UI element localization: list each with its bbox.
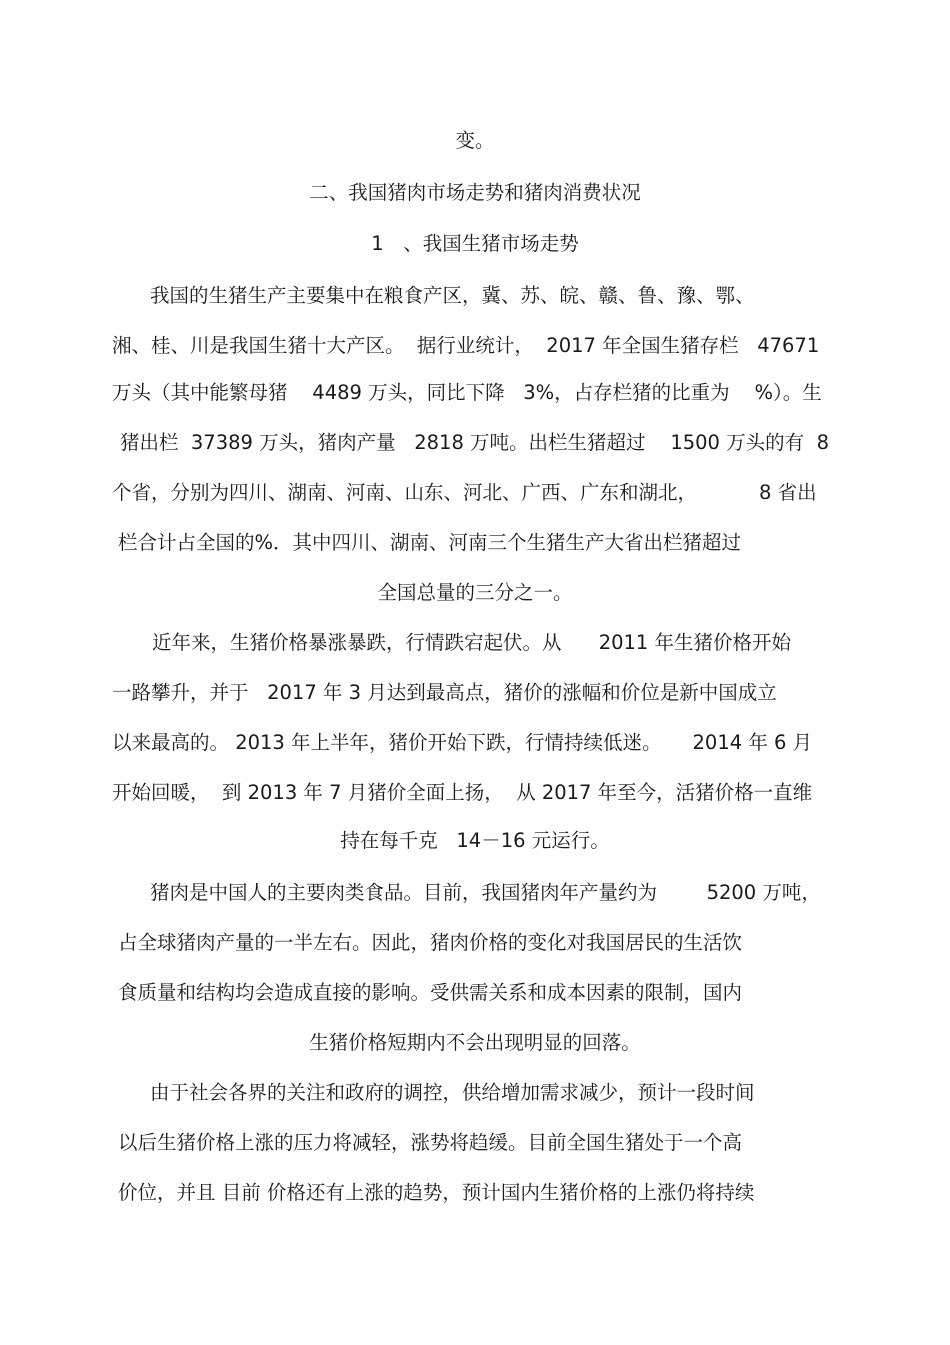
paragraph-line: 以来最高的。 2013 年上半年，猪价开始下跌，行情持续低迷。 2014 年 6 月 (112, 731, 813, 754)
paragraph-line: 猪出栏 37389 万头，猪肉产量 2818 万吨。出栏生猪超过 1500 万头的有 8 (120, 431, 829, 454)
subsection-heading: 1 、我国生猪市场走势 (371, 232, 579, 255)
paragraph-line: 个省，分别为四川、湖南、河南、山东、河北、广西、广东和湖北， 8 省出 (112, 481, 817, 504)
paragraph-line: 占全球猪肉产量的一半左右。因此，猪肉价格的变化对我国居民的生活饮 (118, 931, 743, 954)
paragraph-line: 以后生猪价格上涨的压力将减轻，涨势将趋缓。目前全国生猪处于一个高 (118, 1131, 743, 1154)
paragraph-line: 食质量和结构均会造成直接的影响。受供需关系和成本因素的限制，国内 (118, 981, 743, 1004)
paragraph-line: 湘、桂、川是我国生猪十大产区。 据行业统计， 2017 年全国生猪存栏 47671 (112, 334, 820, 357)
paragraph-line: 栏合计占全国的%．其中四川、湖南、河南三个生猪生产大省出栏猪超过 (118, 531, 742, 554)
paragraph-line: 价位，并且 目前 价格还有上涨的趋势，预计国内生猪价格的上涨仍将持续 (118, 1181, 755, 1204)
paragraph-line: 由于社会各界的关注和政府的调控，供给增加需求减少，预计一段时间 (150, 1081, 755, 1104)
paragraph-line: 近年来，生猪价格暴涨暴跌，行情跌宕起伏。从 2011 年生猪价格开始 (152, 631, 792, 654)
paragraph-line: 全国总量的三分之一。 (377, 581, 573, 604)
paragraph-line: 我国的生猪生产主要集中在粮食产区，冀、苏、皖、赣、鲁、豫、鄂、 (150, 284, 755, 307)
paragraph-line: 生猪价格短期内不会出现明显的回落。 (309, 1031, 641, 1054)
paragraph-line: 开始回暖， 到 2013 年 7 月猪价全面上扬， 从 2017 年至今，活猪价格一直维 (112, 781, 813, 804)
paragraph-line: 猪肉是中国人的主要肉类食品。目前，我国猪肉年产量约为 5200 万吨， (150, 881, 821, 904)
paragraph-line: 万头（其中能繁母猪 4489 万头，同比下降 3%，占存栏猪的比重为 %）。生 (112, 381, 822, 404)
text-fragment: 变。 (455, 129, 495, 152)
paragraph-line: 持在每千克 14－16 元运行。 (340, 829, 610, 852)
section-heading: 二、我国猪肉市场走势和猪肉消费状况 (309, 181, 641, 204)
paragraph-line: 一路攀升，并于 2017 年 3 月达到最高点，猪价的涨幅和价位是新中国成立 (112, 681, 777, 704)
